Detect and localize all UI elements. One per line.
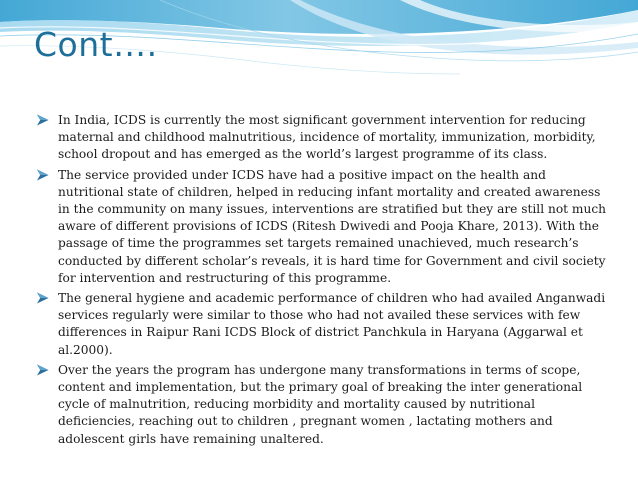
bullet-item: [36, 112, 610, 164]
bullet-item: [36, 290, 610, 359]
bullet-item: [36, 167, 610, 287]
bullet-list: [36, 112, 610, 451]
bullet-text: Over the years the program has undergone many transformations in terms of scope, content and implementation, but the primary goal of breaking the inter generational cycle of malnutrition, reducing morbidity and mortality caused by nutritional deficiencies, reaching out to children , pregnant women , lactating mothers and adolescent girls have remaining unaltered.: [58, 362, 583, 446]
slide-title: Cont….: [34, 25, 158, 64]
bullet-text: The service provided under ICDS have had a positive impact on the health and nutritional state of children, helped in reducing infant mortality and created awareness in the community on many issues, interventions are stratified but they are still not much aware of different provisions of ICDS (Ritesh Dwivedi and Pooja Khare, 2013). With the passage of time the programmes set targets remained unachieved, much research’s conducted by different scholar’s reveals, it is hard time for Government and civil society for intervention and restructuring of this programme.: [58, 167, 607, 285]
bullet-item: [36, 362, 610, 448]
arrow-bullet-icon: [36, 168, 50, 182]
bullet-text: The general hygiene and academic performance of children who had availed Anganwadi services regularly were similar to those who had not availed these services with few differences in Raipur Rani ICDS Block of district Panchkula in Haryana (Aggarwal et al.2000).: [58, 291, 606, 357]
arrow-bullet-icon: [36, 113, 50, 127]
arrow-bullet-icon: [36, 291, 50, 305]
bullet-text: In India, ICDS is currently the most significant government intervention for reducing maternal and childhood malnutritious, incidence of mortality, immunization, morbidity, school dropout and has emerged as the world’s largest programme of its class.: [58, 113, 596, 162]
arrow-bullet-icon: [36, 363, 50, 377]
